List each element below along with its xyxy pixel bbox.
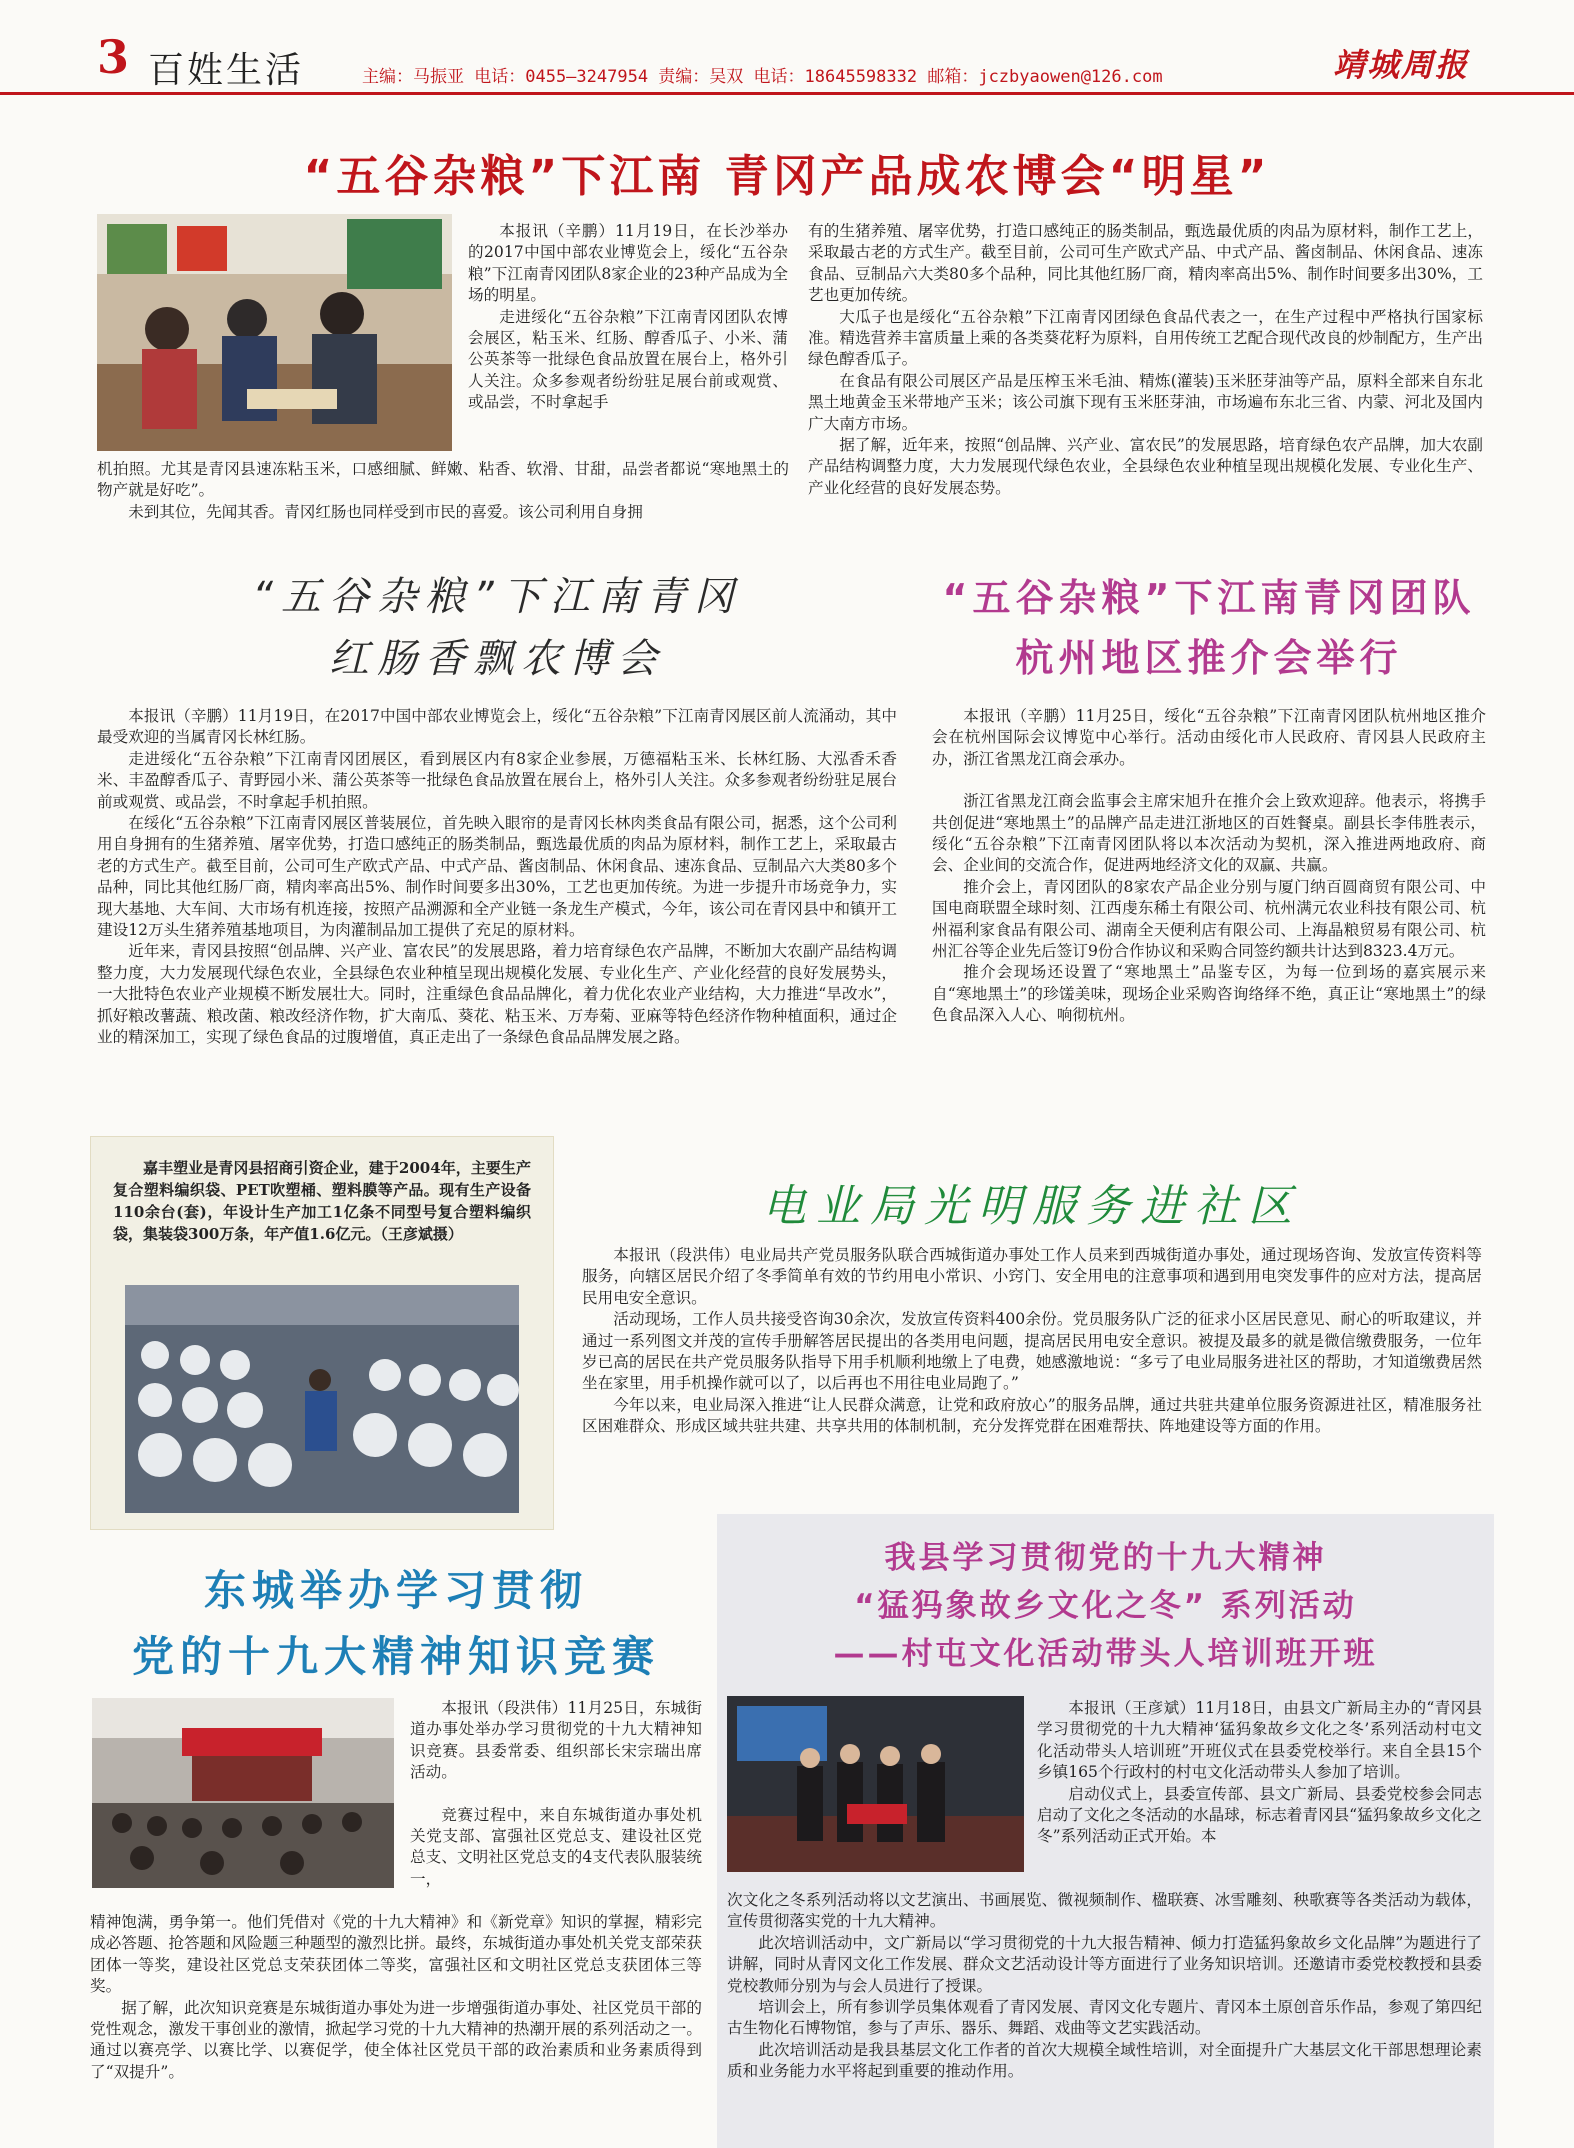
article3-para: 本报讯（辛鹏）11月25日，绥化“五谷杂粮”下江南青冈团队杭州地区推介会在杭州国际会议博览中心举行。活动由绥化市人民政府、青冈县人民政府主办，浙江省黑龙江商会承办。 [932,707,1486,768]
article2-para: 本报讯（辛鹏）11月19日，在2017中国中部农业博览会上，绥化“五谷杂粮”下江南青冈展区前人流涌动，其中最受欢迎的当属青冈长林红肠。 [97,707,897,747]
header-rule [0,92,1574,95]
culture-article-box [717,1514,1494,2148]
article5-para: 据了解，此次知识竞赛是东城街道办事处为进一步增强街道办事处、社区党员干部的党性观念，激发干事创业的激情，掀起学习党的十九大精神的热潮开展的系列活动之一。通过以赛亮学、以赛比学、以赛促学，使全体社区党员干部的政治素质和业务素质得到了“双提升”。 [90,1998,702,2081]
article2-para: 在绥化“五谷杂粮”下江南青冈展区普装展位，首先映入眼帘的是青冈长林肉类食品有限公司，据悉，这个公司利用自身拥有的生猪养殖、屠宰优势，打造口感纯正的肠类制品，甄选最优质的肉品为原材料，制作工艺上，采取最古老的方式生产。截至目前，公司可生产欧式产品、中式产品、酱卤制品、休闲食品、速冻食品、豆制品六大类80多个品种，同比其他红肠厂商，精肉率高出5%、制作时间要多出30%，工艺也更加传统。为进一步提升市场竞争力，实现大基地、大车间、大市场有机连接，按照产品溯源和全产业链一条龙生产模式，今年，该公司在青冈县中和镇开工建设12万头生猪养殖基地项目，为肉灌制品加工提供了充足的原材料。 [97,814,897,940]
page-number: 3 [97,30,130,84]
article1-col1-bottom [97,459,789,523]
headline-culture-line2: “猛犸象故乡文化之冬” 系列活动 [854,1588,1357,1624]
article6-para: 次文化之冬系列活动将以文艺演出、书画展览、微视频制作、楹联赛、冰雪雕刻、秧歌赛等各类活动为载体，宣传贯彻落实党的十九大精神。 [727,1891,1482,1931]
headline-hangzhou [932,568,1486,688]
newspaper-logo: 靖城周报 [1333,46,1470,84]
headline-dongcheng-line2: 党的十九大精神知识竞赛 [131,1632,660,1681]
article5-para: 竞赛过程中，来自东城街道办事处机关党支部、富强社区党总支、建设社区党总支、文明社区党总支的4支代表队服装统一， [410,1805,702,1888]
article1-para: 据了解，近年来，按照“创品牌、兴产业、富农民”的发展思路，培育绿色农产品牌，加大农副产品结构调整力度，大力发展现代绿色农业，全县绿色农业种植呈现出规模化发展、专业化生产、产业化经营的良好发展态势。 [808,436,1483,497]
article6-para: 此次培训活动中，文广新局以“学习贯彻党的十九大报告精神、倾力打造猛犸象故乡文化品牌”为题进行了讲解，同时从青冈文化工作发展、群众文艺活动设计等方面进行了业务知识培训。还邀请市委党校教授和县委党校教师分别为与会人员进行了授课。 [727,1933,1482,1995]
contest-photo-graphic [92,1698,394,1888]
editor-info: 主编：马振亚 电话：0455—3247954 责编：吴双 电话：18645598332 邮箱：jczbyaowen@126.com [362,67,1163,87]
article1-para: 本报讯（辛鹏）11月19日，在长沙举办的2017中国中部农业博览会上，绥化“五谷杂粮”下江南青冈团队8家企业的23种产品成为全场的明星。 [468,222,788,305]
article6-para: 此次培训活动是我县基层文化工作者的首次大规模全域性培训，对全面提升广大基层文化干部思想理论素质和业务能力水平将起到重要的推动作用。 [727,2040,1482,2081]
headline-culture [717,1534,1494,1678]
article5-para: 精神饱满，勇争第一。他们凭借对《党的十九大精神》和《新党章》知识的掌握，精彩完成必答题、抢答题和风险题三种题型的激烈比拼。最终，东城街道办事处机关党支部荣获团体一等奖，建设社区党总支荣获团体二等奖，富强社区和文明社区党总支获团体三等奖。 [90,1913,702,1996]
section-title: 百姓生活 [148,50,305,91]
article6-para: 培训会上，所有参训学员集体观看了青冈发展、青冈文化专题片、青冈本土原创音乐作品，参观了第四纪古生物化石博物馆，参与了声乐、器乐、舞蹈、戏曲等文艺实践活动。 [727,1998,1482,2038]
article6-full [727,1890,1482,2083]
contest-photo [92,1698,394,1888]
article6-side [1037,1698,1482,1848]
article1-para: 机拍照。尤其是青冈县速冻粘玉米，口感细腻、鲜嫩、粘香、软滑、甘甜，品尝者都说“寒地黑土的物产就是好吃”。 [97,460,789,500]
article1-col1-top [468,221,788,414]
article4-para: 活动现场，工作人员共接受咨询30余次，发放宣传资料400余份。党员服务队广泛的征求小区居民意见、耐心的听取建议，并通过一系列图文并茂的宣传手册解答居民提出的各类用电问题，提高居民用电安全意识。被提及最多的就是微信缴费服务，一位年岁已高的居民在共产党员服务队指导下用手机顺利地缴上了电费，她感激地说：“多亏了电业局服务进社区的帮助，才知道缴费居然坐在家里，用手机操作就可以了，以后再也不用往电业局跑了。” [582,1310,1482,1393]
article1-para: 有的生猪养殖、屠宰优势，打造口感纯正的肠类制品，甄选最优质的肉品为原材料，制作工艺上，采取最古老的方式生产。截至目前，公司可生产欧式产品、中式产品、酱卤制品、休闲食品、速冻食品、豆制品六大类80多个品种，同比其他红肠厂商，精肉率高出5%、制作时间要多出30%，工艺也更加传统。 [808,222,1483,305]
headline-dongcheng [90,1558,702,1690]
headline-hongchang-line1: “五谷杂粮”下江南青冈 [252,574,742,620]
article2-para: 走进绥化“五谷杂粮”下江南青冈团展区，看到展区内有8家企业参展，万德福粘玉米、长林红肠、大泓香禾香米、丰盈醇香瓜子、青野园小米、蒲公英茶等一批绿色食品放置在展台上，格外引人关注。众多参观者纷纷驻足展台前或观赏、或品尝，不时拿起手机拍照。 [97,749,897,811]
article6-para: 本报讯（王彦斌）11月18日，由县文广新局主办的“青冈县学习贯彻党的十九大精神‘猛犸象故乡文化之冬’系列活动村屯文化活动带头人培训班”开班仪式在县委党校举行。来自全县15个乡镇165个行政村的村屯文化活动带头人参加了培训。 [1037,1699,1482,1782]
headline-agri-expo: “五谷杂粮”下江南 青冈产品成农博会“明星” [303,151,1271,202]
article1-para: 走进绥化“五谷杂粮”下江南青冈团队农博会展区，粘玉米、红肠、醇香瓜子、小米、蒲公英茶等一批绿色食品放置在展台上，格外引人关注。众多参观者纷纷驻足展台前或观赏、或品尝，不时拿起手 [468,307,788,412]
training-photo-graphic [727,1696,1024,1872]
expo-booth-photo [97,214,452,451]
jiafeng-photo-box [90,1136,554,1530]
article4-body [582,1245,1482,1438]
article3-para: 推介会现场还设置了“寒地黑土”品鉴专区，为每一位到场的嘉宾展示来自“寒地黑土”的珍馐美味，现场企业采购咨询络绎不绝，真正让“寒地黑土”的绿色食品深入人心、响彻杭州。 [932,963,1486,1025]
article1-para: 未到其位，先闻其香。青冈红肠也同样受到市民的喜爱。该公司利用自身拥 [128,502,643,521]
article3-para: 浙江省黑龙江商会监事会主席宋旭升在推介会上致欢迎辞。他表示，将携手共创促进“寒地黑土”的品牌产品走进江浙地区的百姓餐桌。副县长李伟胜表示，绥化“五谷杂粮”下江南青冈团队将以本次活动为契机，深入推进两地政府、商会、企业间的交流合作，促进两地经济文化的双赢、共赢。 [932,792,1486,875]
article5-para: 本报讯（段洪伟）11月25日，东城街道办事处举办学习贯彻党的十九大精神知识竞赛。县委常委、组织部长宋宗瑞出席活动。 [410,1699,702,1782]
headline-culture-line3: ——村屯文化活动带头人培训班开班 [833,1636,1378,1672]
article1-col2 [808,221,1483,499]
article5-full [90,1912,702,2083]
article2-body [97,706,897,1049]
headline-electric: 电业局光明服务进社区 [762,1181,1302,1232]
factory-photo [125,1285,519,1513]
article3-para: 推介会上，青冈团队的8家农产品企业分别与厦门纳百圆商贸有限公司、中国电商联盟全球时刻、江西虔东稀土有限公司、杭州满元农业科技有限公司、杭州福利家食品有限公司、湖南全天便利店有限公司、上海晶粮贸易有限公司、杭州汇谷等企业先后签订9份合作协议和采购合同签约额共计达到8323.4万元。 [932,877,1486,961]
expo-photo-graphic [97,214,452,451]
factory-photo-graphic [125,1285,519,1513]
jiafeng-caption: 嘉丰塑业是青冈县招商引资企业，建于2004年，主要生产复合塑料编织袋、PET吹塑桶、塑料膜等产品。现有生产设备110余台(套)，年设计生产加工1亿条不同型号复合塑料编织袋，集装袋300万条，年产值1.6亿元。（王彦斌摄） [113,1159,531,1243]
article6-para: 启动仪式上，县委宣传部、县文广新局、县委党校参会同志启动了文化之冬活动的水晶球，标志着青冈县“猛犸象故乡文化之冬”系列活动正式开始。本 [1037,1784,1482,1846]
article4-para: 本报讯（段洪伟）电业局共产党员服务队联合西城街道办事处工作人员来到西城街道办事处，通过现场咨询、发放宣传资料等服务，向辖区居民介绍了冬季简单有效的节约用电小常识、小窍门、安全用电的注意事项和遇到用电突发事件的应对方法，提高居民用电安全意识。 [582,1246,1482,1307]
article5-side [410,1698,702,1890]
training-photo [727,1696,1024,1872]
headline-hongchang [97,566,897,690]
headline-hongchang-line2: 红肠香飘农博会 [329,636,665,682]
headline-hangzhou-line1: “五谷杂粮”下江南青冈团队 [942,576,1476,620]
article2-para: 近年来，青冈县按照“创品牌、兴产业、富农民”的发展思路，着力培育绿色农产品牌，不断加大农副产品结构调整力度，大力发展现代绿色农业，全县绿色农业种植呈现出规模化发展、专业化生产、产业化经营的良好发展势头，一大批特色农业产业规模不断发展壮大。同时，注重绿色食品品牌化，着力优化农业产业结构，大力推进“旱改水”，抓好粮改薯蔬、粮改菌、粮改经济作物，扩大南瓜、葵花、粘玉米、万寿菊、亚麻等特色经济作物种植面积，通过企业的精深加工，实现了绿色食品的过腹增值，真正走出了一条绿色食品品牌发展之路。 [97,942,897,1047]
article4-para: 今年以来，电业局深入推进“让人民群众满意，让党和政府放心”的服务品牌，通过共驻共建单位服务资源进社区，精准服务社区困难群众、形成区域共驻共建、共享共用的体制机制，充分发挥党群在困难帮扶、阵地建设等方面的作用。 [582,1395,1482,1436]
article1-para: 在食品有限公司展区产品是压榨玉米毛油、精炼(灌装)玉米胚芽油等产品，原料全部来自东北黑土地黄金玉米带地产玉米；该公司旗下现有玉米胚芽油，市场遍布东北三省、内蒙、河北及国内广大南方市场。 [808,371,1483,433]
article3-body [932,706,1486,1027]
headline-hangzhou-line2: 杭州地区推介会举行 [1015,636,1403,680]
headline-culture-line1: 我县学习贯彻党的十九大精神 [884,1540,1327,1576]
article1-para: 大瓜子也是绥化“五谷杂粮”下江南青冈团绿色食品代表之一，在生产过程中严格执行国家标准。精选营养丰富质量上乘的各类葵花籽为原料，自用传统工艺配合现代改良的炒制配方，生产出绿色醇香瓜子。 [808,307,1483,369]
headline-dongcheng-line1: 东城举办学习贯彻 [203,1566,588,1615]
